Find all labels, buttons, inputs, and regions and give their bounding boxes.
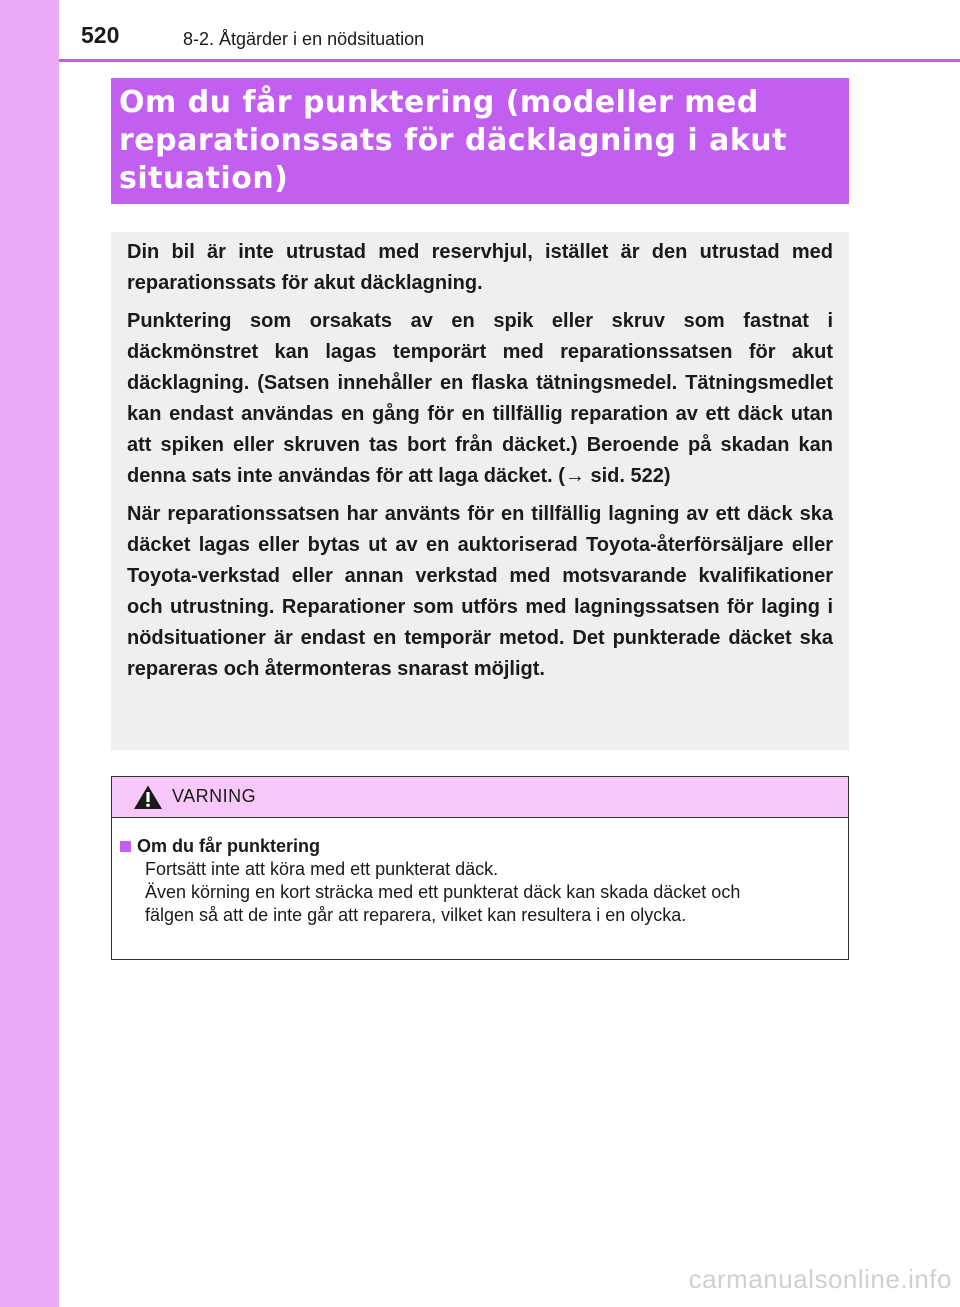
page-title-line-3: situation) xyxy=(119,161,289,196)
warning-body xyxy=(112,818,848,927)
warning-line-1: Fortsätt inte att köra med ett punkterat däck. xyxy=(145,859,499,879)
warning-text xyxy=(145,858,834,927)
watermark: carmanualsonline.info xyxy=(688,1264,952,1294)
warning-box xyxy=(111,776,849,960)
warning-heading-text: Om du får punktering xyxy=(137,836,321,856)
warning-label: VARNING xyxy=(172,786,257,806)
square-bullet-icon xyxy=(120,841,131,852)
warning-heading xyxy=(120,834,834,858)
page-title xyxy=(119,84,841,198)
warning-line-3: fälgen så att de inte går att reparera, vilket kan resultera i en olycka. xyxy=(145,905,687,925)
page-header xyxy=(59,0,960,62)
intro-paragraph-3: När reparationssatsen har använts för en tillfällig lagning av ett däck ska däcket lagas eller bytas ut av en auktoriserad Toyota-återförsäljare eller Toyota-verkstad eller annan verkstad med motsvarande kvalifikationer och utrustning. Reparationer som utförs med lagningssatsen för laging i nödsituationer är endast en temporär metod. Det punkterade däcket ska repareras och återmonteras snarast möjligt. xyxy=(127,503,833,680)
intro-paragraph-1: Din bil är inte utrustad med reservhjul, istället är den utrustad med reparationssats för akut däcklagning. xyxy=(127,241,833,294)
intro-paragraph-2: Punktering som orsakats av en spik eller skruv som fastnat i däckmönstret kan lagas temporärt med reparationssatsen för akut däcklagning. (Satsen innehåller en flaska tätningsmedel. Tätningsmedlet kan endast användas en gång för en tillfällig reparation av ett däck utan att spiken eller skruven tas bort från däcket.) Beroende på skadan kan denna sats inte användas för att laga däcket. (→ sid. 522) xyxy=(127,310,833,487)
page-title-line-1: Om du får punktering (modeller med xyxy=(119,85,759,120)
warning-header xyxy=(112,777,848,818)
page-number: 520 xyxy=(81,22,120,48)
warning-line-2: Även körning en kort sträcka med ett punkterat däck kan skada däcket och xyxy=(145,882,741,902)
intro-box xyxy=(111,232,849,750)
side-tab xyxy=(0,0,59,1307)
page-title-line-2: reparationssats för däcklagning i akut xyxy=(119,123,787,158)
header-divider xyxy=(59,59,960,62)
title-box xyxy=(111,78,849,204)
warning-triangle-icon xyxy=(133,784,163,810)
section-title: 8-2. Åtgärder i en nödsituation xyxy=(183,29,425,49)
